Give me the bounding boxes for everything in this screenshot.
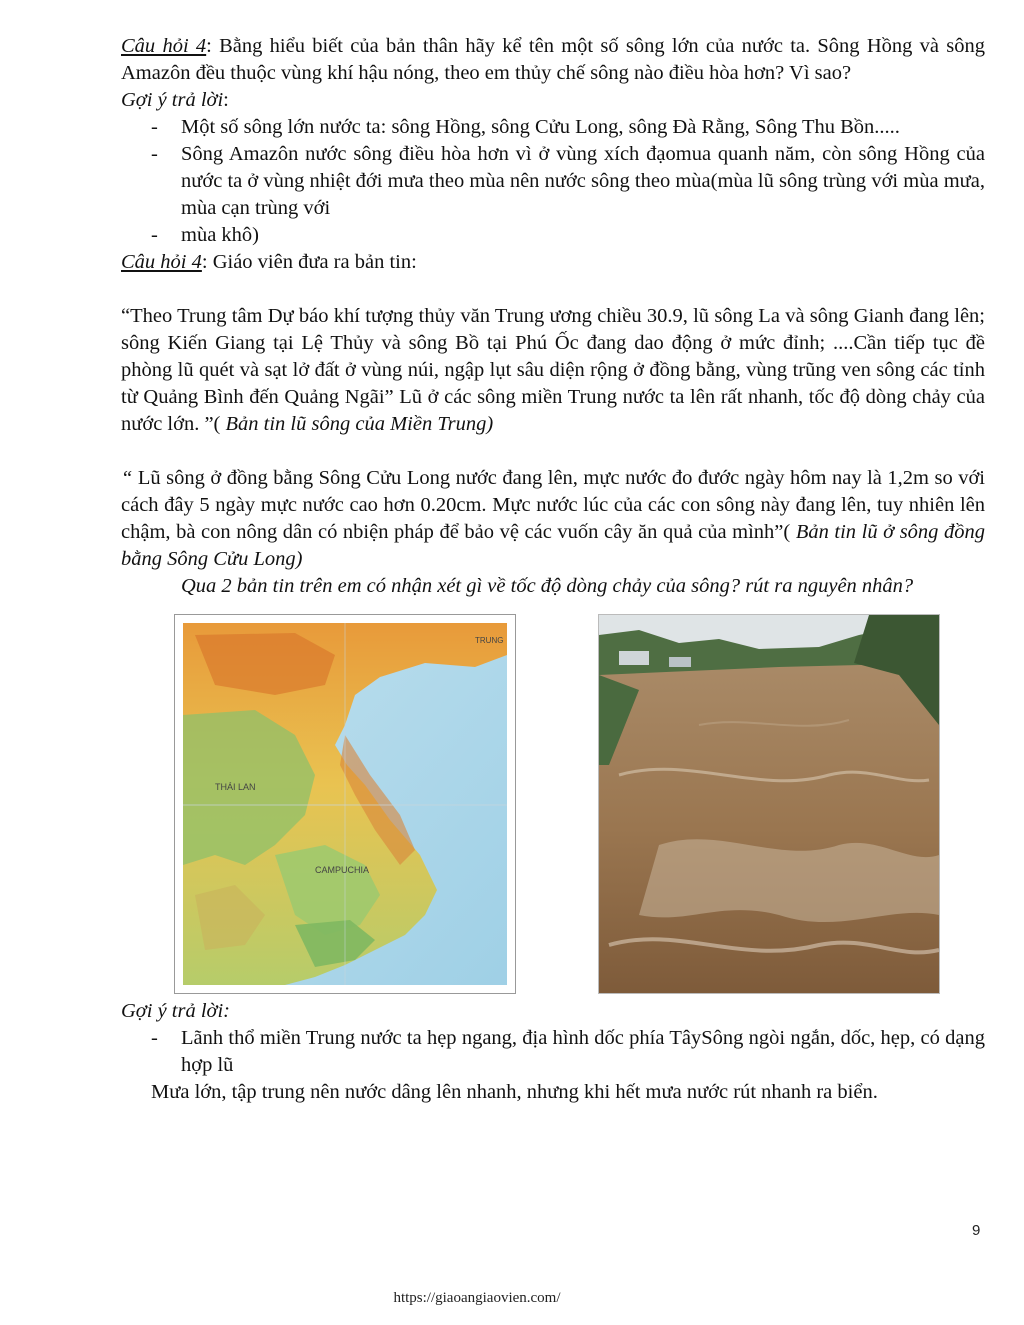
figures [121, 614, 985, 994]
question-2 [121, 249, 985, 276]
list-item: - Lãnh thổ miền Trung nước ta hẹp ngang, địa hình dốc phía TâySông ngòi ngắn, dốc, hẹp, có dạng hợp lũ [121, 1025, 985, 1079]
question-1 [121, 33, 985, 87]
news-1-source: Bản tin lũ sông của Miền Trung) [225, 413, 494, 435]
map-label-thailand: THÁI LAN [215, 782, 256, 792]
map-label-cambodia: CAMPUCHIA [315, 865, 370, 875]
footer-url[interactable]: https://giaoangiaovien.com/ [393, 1290, 561, 1306]
hint-2-list [121, 1025, 985, 1079]
vietnam-map-image [174, 614, 516, 994]
question-1-label: Câu hỏi 4 [121, 35, 207, 57]
news-2-text: Lũ sông ở đồng bằng Sông Cửu Long nước đang lên, mực nước đo đước ngày hôm nay là 1,2m so với cách đây 5 ngày mực nước cao hơn 0.20cm. Mực nước lúc của các con sông này đang lên, tuy nhiên lên chậm, bà con nông dân có nbiện pháp để bảo vệ các vuốn cây ăn quả của mình”( [121, 467, 985, 543]
news-bulletin-1 [121, 303, 985, 438]
list-item: - mùa khô) [121, 222, 985, 249]
hint-1-list [121, 114, 985, 249]
hint-1-heading: Gợi ý trả lời: [121, 89, 229, 111]
document-body [121, 33, 985, 1106]
map-label-edge: TRUNG [475, 636, 504, 645]
news-bulletin-2 [121, 465, 985, 573]
list-item: - Sông Amazôn nước sông điều hòa hơn vì ở vùng xích đạomua quanh năm, còn sông Hồng của nước ta ở vùng nhiệt đới mưa theo mùa nên nước sông theo mùa(mùa lũ sông trùng với mùa mưa, mùa cạn trùng với [121, 141, 985, 222]
flooded-river-photo [598, 614, 940, 994]
news-1-text: “Theo Trung tâm Dự báo khí tượng thủy văn Trung ương chiều 30.9, lũ sông La và sông Gianh đang lên; sông Kiến Giang tại Lệ Thủy và sông Bồ tại Phú Ốc đang dao động ở mức đỉnh; ....Cần tiếp tục đề phòng lũ quét và sạt lở đất ở vùng núi, ngập lụt sâu diện rộng ở đồng bằng, vùng trũng ven sông các tỉnh từ Quảng Bình đến Quảng Ngãi” Lũ ở các sông miền Trung nước ta lên rất nhanh, tốc độ dòng chảy của nước lớn. ”( [121, 305, 985, 435]
hint-2-closing: Mưa lớn, tập trung nên nước dâng lên nhanh, nhưng khi hết mưa nước rút nhanh ra biển. [151, 1081, 878, 1103]
hint-2-heading: Gợi ý trả lời: [121, 1000, 230, 1022]
question-1-text: : Bằng hiểu biết của bản thân hãy kể tên một số sông lớn của nước ta. Sông Hồng và sông Amazôn đều thuộc vùng khí hậu nóng, theo em thủy chế sông nào điều hòa hơn? Vì sao? [121, 35, 986, 84]
question-2-text: : Giáo viên đưa ra bản tin: [201, 251, 417, 273]
news-2-source: Bản tin lũ ở sông đồng bằng Sông Cửu Long) [121, 521, 986, 570]
news-2-open-quote: “ [121, 467, 133, 489]
list-item: - Một số sông lớn nước ta: sông Hồng, sông Cửu Long, sông Đà Rằng, Sông Thu Bồn..... [121, 114, 985, 141]
page-number: 9 [972, 1222, 981, 1239]
discussion-question: Qua 2 bản tin trên em có nhận xét gì về tốc độ dòng chảy của sông? rút ra nguyên nhân? [181, 575, 914, 597]
question-2-label: Câu hỏi 4 [121, 251, 202, 273]
hint-1-label: Gợi ý trả lời [121, 89, 224, 111]
